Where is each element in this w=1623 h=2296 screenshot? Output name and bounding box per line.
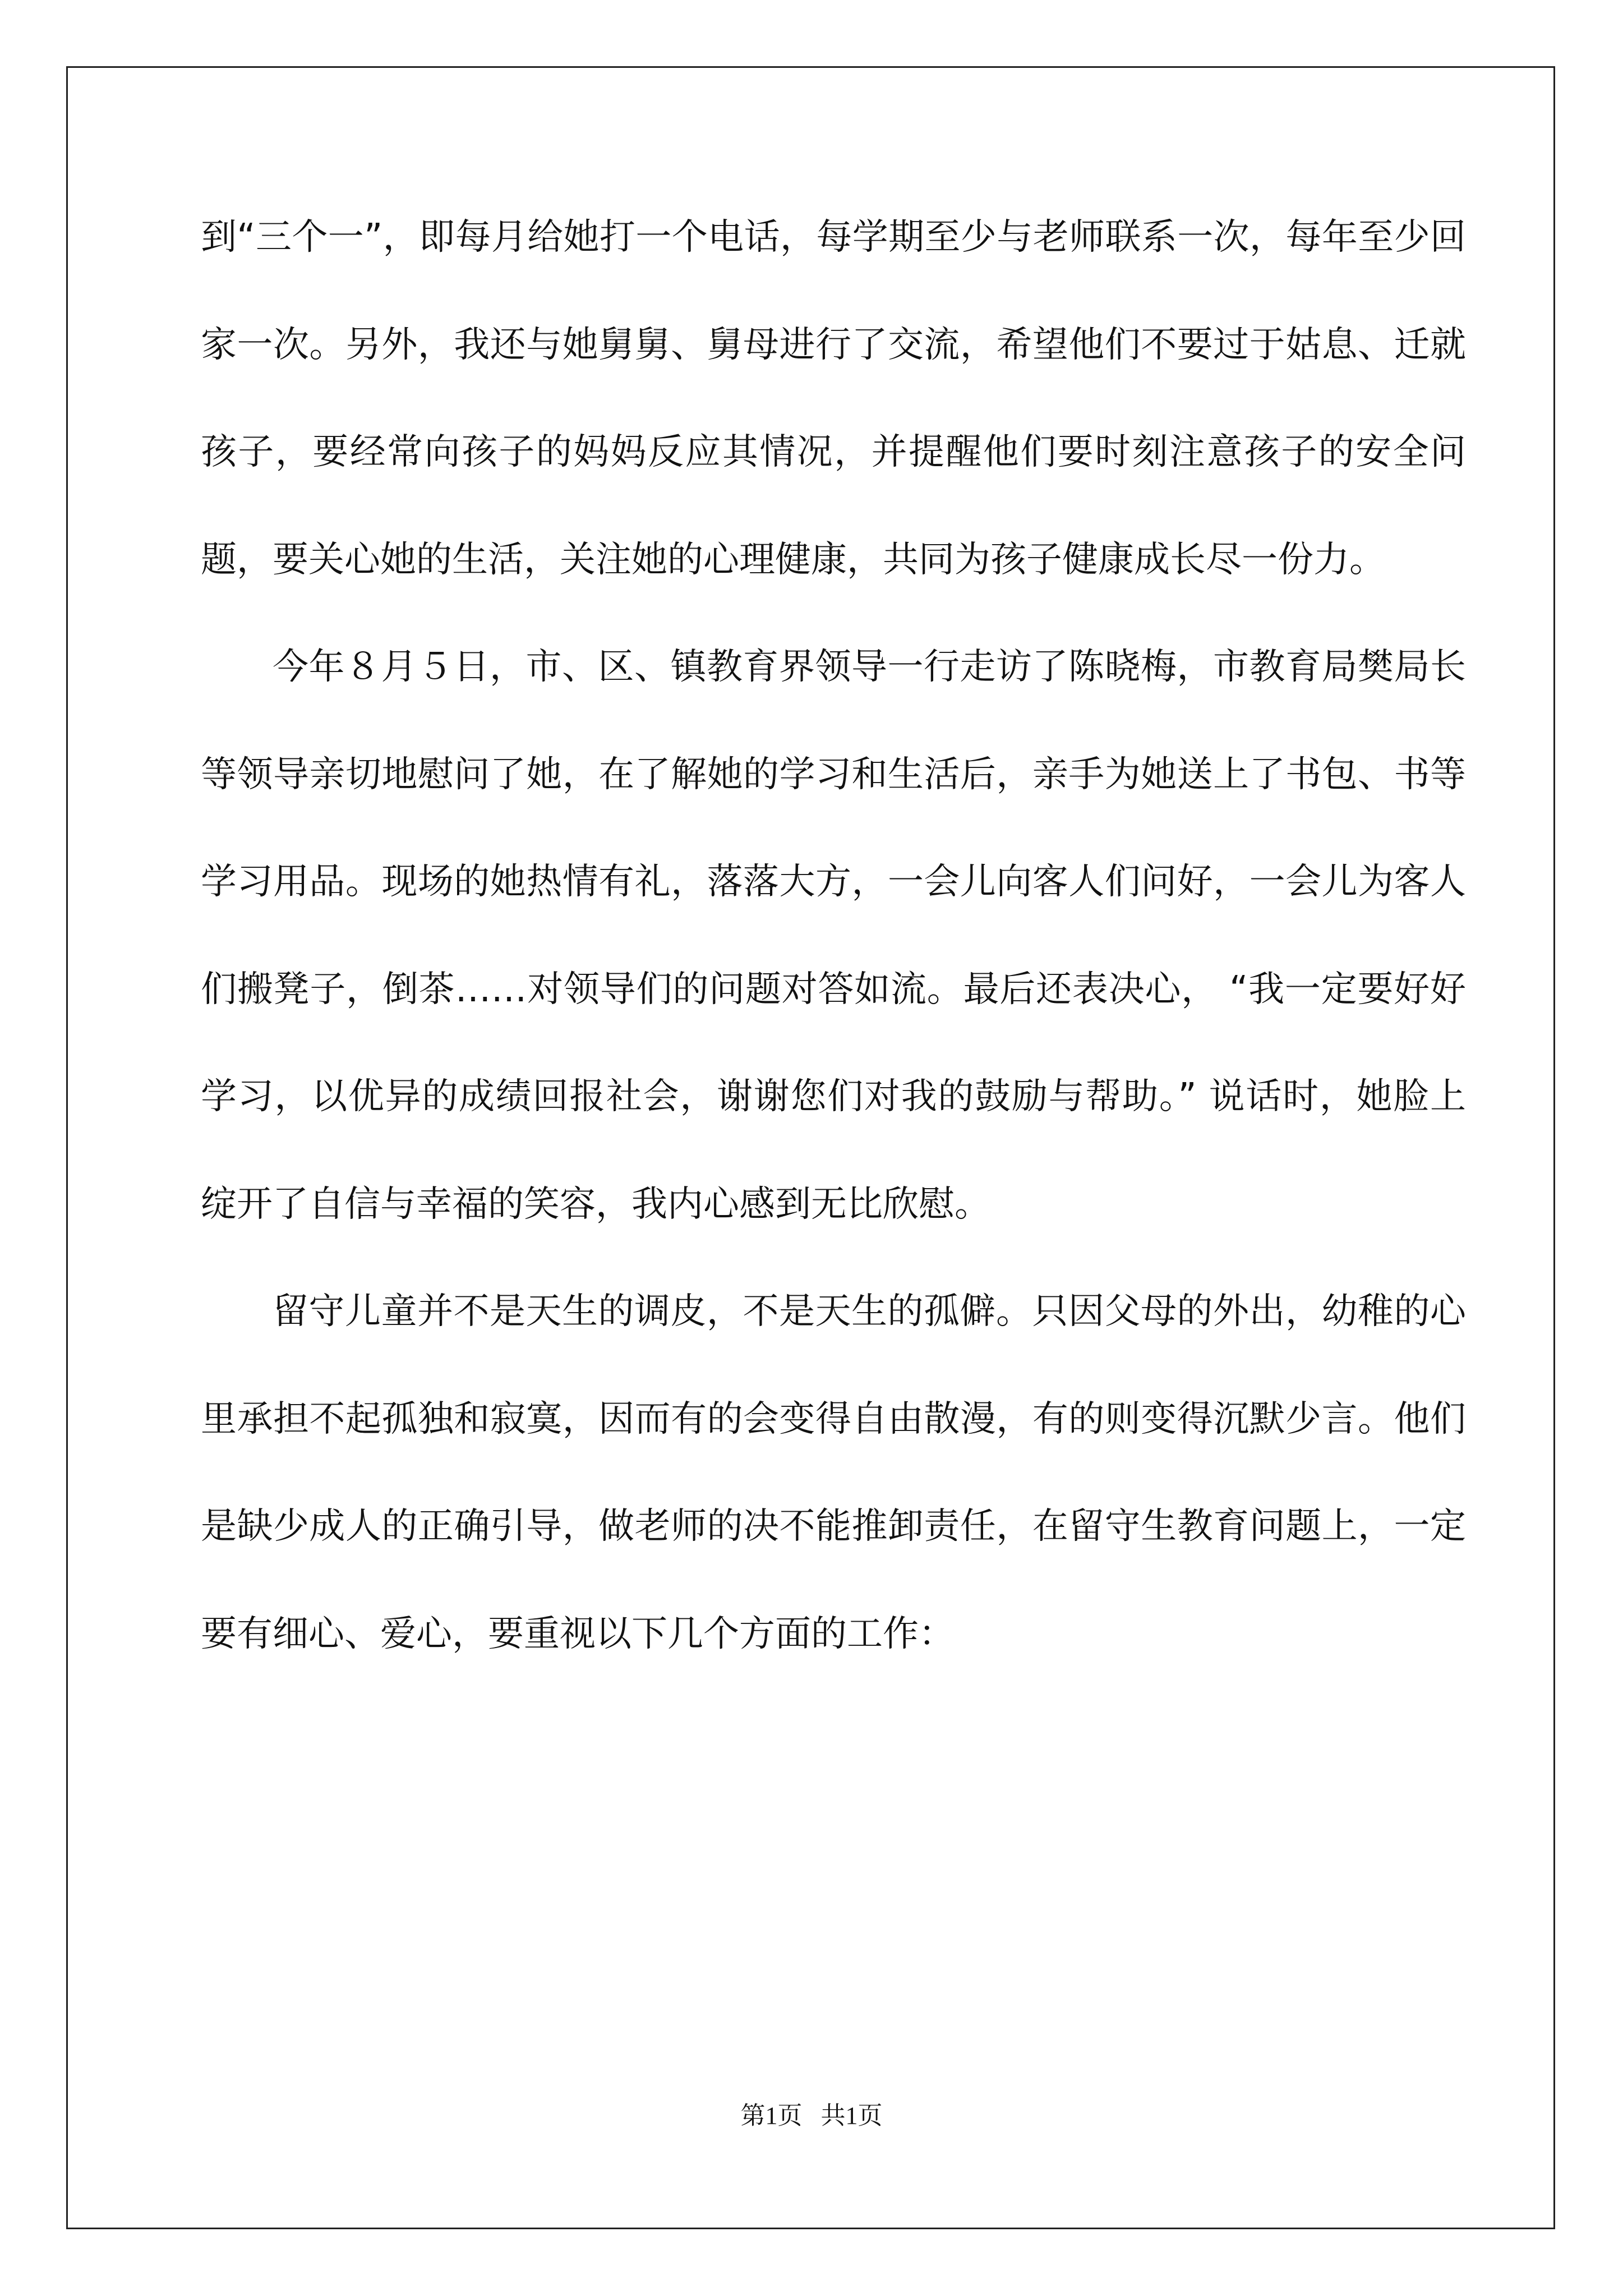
paragraph-1: 到“三个一”，即每月给她打一个电话，每学期至少与老师联系一次，每年至少回家一次。另外，我还与她舅舅、舅母进行了交流，希望他们不要过于姑息、迁就孩子，要经常向孩子的妈妈反应其情况，并提醒他们要时刻注意孩子的安全问题，要关心她的生活，关注她的心理健康，共同为孩子健康成长尽一份力。 (201, 217, 1466, 581)
paragraph-2: 今年８月５日，市、区、镇教育界领导一行走访了陈晓梅，市教育局樊局长等领导亲切地慰问了她，在了解她的学习和生活后，亲手为她送上了书包、书等学习用品。现场的她热情有礼，落落大方，一会儿向客人们问好，一会儿为客人们搬凳子，倒茶……对领导们的问题对答如流。最后还表决心， “我一定要好好学习，以优异的成绩回报社会，谢谢您们对我的鼓励与帮助。” 说话时，她脸上绽开了自信与幸福的笑容，我内心感到无比欣慰。 (201, 646, 1466, 1225)
page-footer: 第1页 共1页 (740, 2102, 883, 2129)
document-body (201, 184, 1466, 1688)
paragraph-3: 留守儿童并不是天生的调皮，不是天生的孤僻。只因父母的外出，幼稚的心里承担不起孤独和寂寞，因而有的会变得自由散漫，有的则变得沉默少言。他们是缺少成人的正确引导，做老师的决不能推卸责任，在留守生教育问题上，一定要有细心、爱心，要重视以下几个方面的工作： (201, 1291, 1466, 1655)
